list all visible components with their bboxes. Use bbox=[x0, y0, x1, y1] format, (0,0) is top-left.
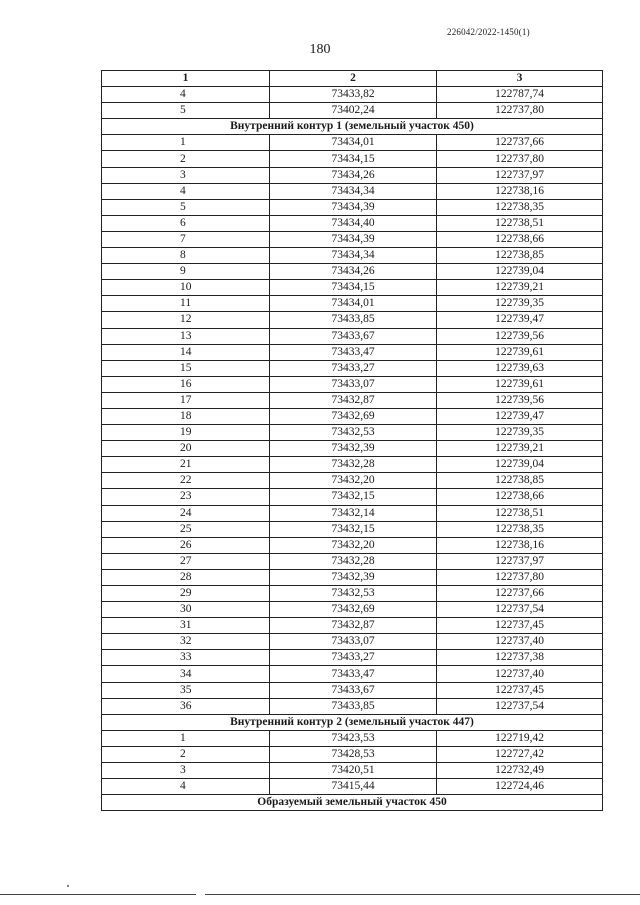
section-title: Внутренний контур 1 (земельный участок 450) bbox=[102, 119, 603, 135]
point-number: 23 bbox=[102, 489, 270, 505]
bottom-rule bbox=[0, 894, 196, 895]
point-number: 21 bbox=[102, 457, 270, 473]
point-number: 13 bbox=[102, 328, 270, 344]
column-header: 1 bbox=[102, 71, 270, 87]
point-number: 24 bbox=[102, 505, 270, 521]
point-number: 4 bbox=[102, 87, 270, 103]
table-row bbox=[102, 473, 603, 489]
y-coordinate: 122739,04 bbox=[437, 264, 603, 280]
point-number: 9 bbox=[102, 264, 270, 280]
table-row bbox=[102, 763, 603, 779]
x-coordinate: 73432,14 bbox=[270, 505, 437, 521]
table-row bbox=[102, 746, 603, 762]
section-header-row bbox=[102, 119, 603, 135]
point-number: 4 bbox=[102, 183, 270, 199]
table-row bbox=[102, 231, 603, 247]
y-coordinate: 122739,21 bbox=[437, 441, 603, 457]
x-coordinate: 73432,20 bbox=[270, 537, 437, 553]
x-coordinate: 73432,39 bbox=[270, 441, 437, 457]
y-coordinate: 122739,61 bbox=[437, 376, 603, 392]
x-coordinate: 73434,01 bbox=[270, 296, 437, 312]
y-coordinate: 122737,66 bbox=[437, 586, 603, 602]
y-coordinate: 122737,54 bbox=[437, 602, 603, 618]
point-number: 8 bbox=[102, 248, 270, 264]
point-number: 14 bbox=[102, 344, 270, 360]
point-number: 29 bbox=[102, 586, 270, 602]
x-coordinate: 73434,26 bbox=[270, 264, 437, 280]
table-row bbox=[102, 779, 603, 795]
y-coordinate: 122727,42 bbox=[437, 746, 603, 762]
x-coordinate: 73423,53 bbox=[270, 730, 437, 746]
point-number: 32 bbox=[102, 634, 270, 650]
y-coordinate: 122739,35 bbox=[437, 296, 603, 312]
point-number: 16 bbox=[102, 376, 270, 392]
y-coordinate: 122737,66 bbox=[437, 135, 603, 151]
x-coordinate: 73432,87 bbox=[270, 392, 437, 408]
x-coordinate: 73434,15 bbox=[270, 151, 437, 167]
point-number: 4 bbox=[102, 779, 270, 795]
page-number: 180 bbox=[309, 42, 331, 57]
y-coordinate: 122737,40 bbox=[437, 634, 603, 650]
scan-speck bbox=[67, 885, 69, 887]
x-coordinate: 73432,28 bbox=[270, 553, 437, 569]
x-coordinate: 73433,47 bbox=[270, 344, 437, 360]
x-coordinate: 73402,24 bbox=[270, 103, 437, 119]
y-coordinate: 122737,80 bbox=[437, 151, 603, 167]
point-number: 27 bbox=[102, 553, 270, 569]
x-coordinate: 73432,53 bbox=[270, 425, 437, 441]
table-row bbox=[102, 376, 603, 392]
table-row bbox=[102, 682, 603, 698]
table-row bbox=[102, 634, 603, 650]
y-coordinate: 122787,74 bbox=[437, 87, 603, 103]
bottom-rule bbox=[205, 894, 640, 895]
point-number: 7 bbox=[102, 231, 270, 247]
x-coordinate: 73433,67 bbox=[270, 328, 437, 344]
point-number: 25 bbox=[102, 521, 270, 537]
x-coordinate: 73432,53 bbox=[270, 586, 437, 602]
table-row bbox=[102, 360, 603, 376]
y-coordinate: 122738,16 bbox=[437, 537, 603, 553]
x-coordinate: 73432,15 bbox=[270, 489, 437, 505]
section-header-row bbox=[102, 795, 603, 811]
x-coordinate: 73434,39 bbox=[270, 231, 437, 247]
point-number: 5 bbox=[102, 199, 270, 215]
point-number: 2 bbox=[102, 151, 270, 167]
table-row bbox=[102, 135, 603, 151]
y-coordinate: 122739,04 bbox=[437, 457, 603, 473]
table-row bbox=[102, 183, 603, 199]
column-header: 3 bbox=[437, 71, 603, 87]
x-coordinate: 73433,85 bbox=[270, 312, 437, 328]
y-coordinate: 122739,63 bbox=[437, 360, 603, 376]
x-coordinate: 73434,39 bbox=[270, 199, 437, 215]
y-coordinate: 122738,35 bbox=[437, 521, 603, 537]
point-number: 26 bbox=[102, 537, 270, 553]
y-coordinate: 122737,97 bbox=[437, 553, 603, 569]
y-coordinate: 122719,42 bbox=[437, 730, 603, 746]
table-row bbox=[102, 666, 603, 682]
x-coordinate: 73433,67 bbox=[270, 682, 437, 698]
x-coordinate: 73432,39 bbox=[270, 569, 437, 585]
point-number: 2 bbox=[102, 746, 270, 762]
y-coordinate: 122739,21 bbox=[437, 280, 603, 296]
y-coordinate: 122739,47 bbox=[437, 408, 603, 424]
table-row bbox=[102, 199, 603, 215]
table-row bbox=[102, 280, 603, 296]
point-number: 15 bbox=[102, 360, 270, 376]
y-coordinate: 122737,45 bbox=[437, 618, 603, 634]
x-coordinate: 73432,20 bbox=[270, 473, 437, 489]
x-coordinate: 73420,51 bbox=[270, 763, 437, 779]
y-coordinate: 122724,46 bbox=[437, 779, 603, 795]
x-coordinate: 73415,44 bbox=[270, 779, 437, 795]
table-row bbox=[102, 457, 603, 473]
table-row bbox=[102, 344, 603, 360]
table-row bbox=[102, 103, 603, 119]
table-row bbox=[102, 569, 603, 585]
y-coordinate: 122738,35 bbox=[437, 199, 603, 215]
table-row bbox=[102, 489, 603, 505]
y-coordinate: 122738,66 bbox=[437, 231, 603, 247]
x-coordinate: 73434,26 bbox=[270, 167, 437, 183]
point-number: 28 bbox=[102, 569, 270, 585]
point-number: 3 bbox=[102, 167, 270, 183]
coordinates-table-body bbox=[102, 71, 603, 811]
point-number: 36 bbox=[102, 698, 270, 714]
y-coordinate: 122737,38 bbox=[437, 650, 603, 666]
table-row bbox=[102, 408, 603, 424]
x-coordinate: 73433,85 bbox=[270, 698, 437, 714]
y-coordinate: 122738,66 bbox=[437, 489, 603, 505]
coordinates-table bbox=[101, 70, 603, 811]
x-coordinate: 73433,07 bbox=[270, 376, 437, 392]
point-number: 35 bbox=[102, 682, 270, 698]
section-header-row bbox=[102, 714, 603, 730]
point-number: 6 bbox=[102, 215, 270, 231]
document-id: 226042/2022-1450(1) bbox=[447, 27, 530, 37]
section-title: Внутренний контур 2 (земельный участок 447) bbox=[102, 714, 603, 730]
table-row bbox=[102, 248, 603, 264]
point-number: 5 bbox=[102, 103, 270, 119]
table-row bbox=[102, 441, 603, 457]
table-row bbox=[102, 618, 603, 634]
x-coordinate: 73434,34 bbox=[270, 248, 437, 264]
x-coordinate: 73428,53 bbox=[270, 746, 437, 762]
y-coordinate: 122738,85 bbox=[437, 248, 603, 264]
table-row bbox=[102, 264, 603, 280]
y-coordinate: 122737,54 bbox=[437, 698, 603, 714]
table-row bbox=[102, 650, 603, 666]
table-header-row bbox=[102, 71, 603, 87]
x-coordinate: 73434,34 bbox=[270, 183, 437, 199]
point-number: 12 bbox=[102, 312, 270, 328]
table-row bbox=[102, 167, 603, 183]
y-coordinate: 122737,45 bbox=[437, 682, 603, 698]
table-row bbox=[102, 392, 603, 408]
x-coordinate: 73434,15 bbox=[270, 280, 437, 296]
x-coordinate: 73433,27 bbox=[270, 360, 437, 376]
point-number: 17 bbox=[102, 392, 270, 408]
x-coordinate: 73432,15 bbox=[270, 521, 437, 537]
x-coordinate: 73433,82 bbox=[270, 87, 437, 103]
point-number: 11 bbox=[102, 296, 270, 312]
table-row bbox=[102, 505, 603, 521]
point-number: 34 bbox=[102, 666, 270, 682]
point-number: 3 bbox=[102, 763, 270, 779]
y-coordinate: 122739,47 bbox=[437, 312, 603, 328]
point-number: 1 bbox=[102, 730, 270, 746]
y-coordinate: 122738,51 bbox=[437, 215, 603, 231]
y-coordinate: 122737,80 bbox=[437, 103, 603, 119]
table-row bbox=[102, 537, 603, 553]
section-title: Образуемый земельный участок 450 bbox=[102, 795, 603, 811]
y-coordinate: 122737,97 bbox=[437, 167, 603, 183]
y-coordinate: 122738,85 bbox=[437, 473, 603, 489]
column-header: 2 bbox=[270, 71, 437, 87]
x-coordinate: 73434,01 bbox=[270, 135, 437, 151]
point-number: 10 bbox=[102, 280, 270, 296]
table-row bbox=[102, 521, 603, 537]
x-coordinate: 73433,07 bbox=[270, 634, 437, 650]
point-number: 1 bbox=[102, 135, 270, 151]
y-coordinate: 122738,51 bbox=[437, 505, 603, 521]
table-row bbox=[102, 602, 603, 618]
x-coordinate: 73432,69 bbox=[270, 602, 437, 618]
y-coordinate: 122732,49 bbox=[437, 763, 603, 779]
table-row bbox=[102, 730, 603, 746]
table-row bbox=[102, 312, 603, 328]
x-coordinate: 73433,47 bbox=[270, 666, 437, 682]
x-coordinate: 73432,69 bbox=[270, 408, 437, 424]
y-coordinate: 122739,56 bbox=[437, 392, 603, 408]
point-number: 20 bbox=[102, 441, 270, 457]
x-coordinate: 73432,28 bbox=[270, 457, 437, 473]
point-number: 22 bbox=[102, 473, 270, 489]
table-row bbox=[102, 698, 603, 714]
table-row bbox=[102, 328, 603, 344]
point-number: 19 bbox=[102, 425, 270, 441]
table-row bbox=[102, 553, 603, 569]
point-number: 18 bbox=[102, 408, 270, 424]
point-number: 33 bbox=[102, 650, 270, 666]
x-coordinate: 73434,40 bbox=[270, 215, 437, 231]
table-row bbox=[102, 215, 603, 231]
table-row bbox=[102, 87, 603, 103]
table-row bbox=[102, 586, 603, 602]
table-row bbox=[102, 296, 603, 312]
x-coordinate: 73433,27 bbox=[270, 650, 437, 666]
point-number: 30 bbox=[102, 602, 270, 618]
table-row bbox=[102, 151, 603, 167]
point-number: 31 bbox=[102, 618, 270, 634]
y-coordinate: 122738,16 bbox=[437, 183, 603, 199]
x-coordinate: 73432,87 bbox=[270, 618, 437, 634]
y-coordinate: 122739,61 bbox=[437, 344, 603, 360]
y-coordinate: 122739,56 bbox=[437, 328, 603, 344]
y-coordinate: 122737,40 bbox=[437, 666, 603, 682]
table-row bbox=[102, 425, 603, 441]
y-coordinate: 122737,80 bbox=[437, 569, 603, 585]
y-coordinate: 122739,35 bbox=[437, 425, 603, 441]
